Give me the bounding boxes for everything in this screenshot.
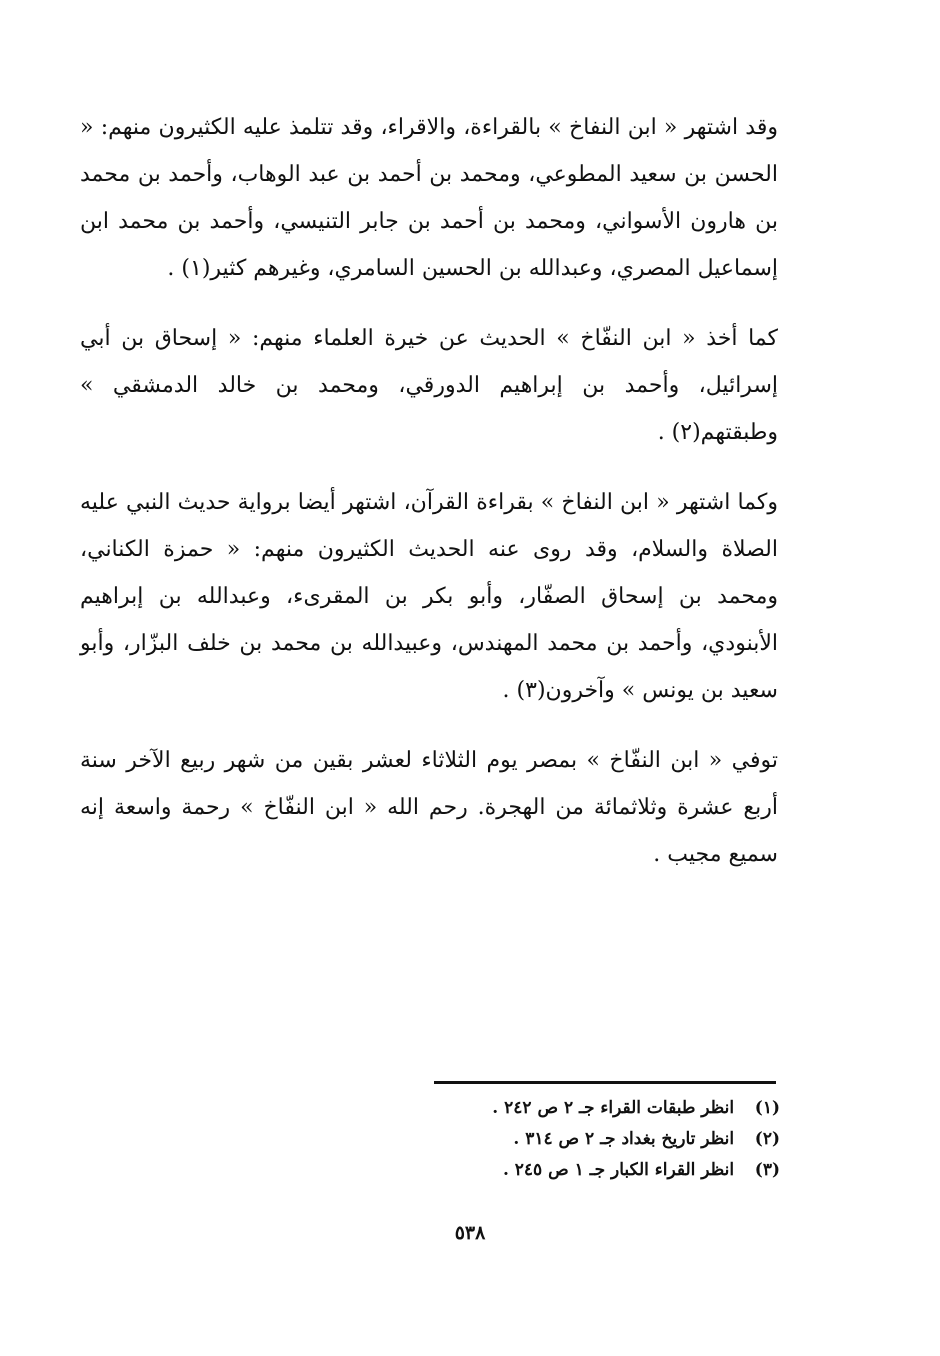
footnote-divider xyxy=(434,1081,776,1084)
paragraph-3: وكما اشتهر « ابن النفاخ » بقراءة القرآن، اشتهر أيضا برواية حديث النبي عليه الصلاة والسلام، وقد روى عنه الحديث الكثيرون منهم: « حمزة الكناني، ومحمد بن إسحاق الصفّار، وأبو بكر بن المقرىء، وعبدالله بن إبراهيم الأبنودي، وأحمد بن محمد المهندس، وعبيدالله بن محمد بن خلف البزّار، وأبو سعيد بن يونس » وآخرون(٣) . xyxy=(80,490,778,703)
footnote-text: انظر طبقات القراء جـ ٢ ص ٢٤٢ . xyxy=(492,1098,735,1118)
footnote-text: انظر القراء الكبار جـ ١ ص ٢٤٥ . xyxy=(502,1160,735,1180)
footnote-1 xyxy=(420,1093,780,1124)
footnote-text: انظر تاريخ بغداد جـ ٢ ص ٣١٤ . xyxy=(513,1129,735,1149)
paragraph-2: كما أخذ « ابن النفّاخ » الحديث عن خيرة العلماء منهم: « إسحاق بن أبي إسرائيل، وأحمد بن إبراهيم الدورقي، ومحمد بن خالد الدمشقي » وطبقتهم(٢) . xyxy=(80,326,778,445)
paragraph-4: توفي « ابن النفّاخ » بمصر يوم الثلاثاء لعشر بقين من شهر ربيع الآخر سنة أربع عشرة وثلاثمائة من الهجرة. رحم الله « ابن النفّاخ » رحمة واسعة إنه سميع مجيب . xyxy=(80,748,778,867)
footnotes xyxy=(420,1093,780,1186)
footnote-number: (١) xyxy=(754,1098,780,1118)
main-text xyxy=(80,104,778,901)
footnote-number: (٣) xyxy=(754,1160,780,1180)
paragraph-1: وقد اشتهر « ابن النفاخ » بالقراءة، والاقراء، وقد تتلمذ عليه الكثيرون منهم: « الحسن بن سعيد المطوعي، ومحمد بن أحمد بن عبد الوهاب، وأحمد بن محمد بن هارون الأسواني، ومحمد بن أحمد بن جابر التنيسي، وأحمد بن محمد ابن إسماعيل المصري، وعبدالله بن الحسين السامري، وغيرهم كثير(١) . xyxy=(80,115,778,281)
footnote-number: (٢) xyxy=(754,1129,780,1149)
page-number: ٥٣٨ xyxy=(454,1222,486,1244)
footnote-2 xyxy=(420,1124,780,1155)
footnote-3 xyxy=(420,1155,780,1186)
